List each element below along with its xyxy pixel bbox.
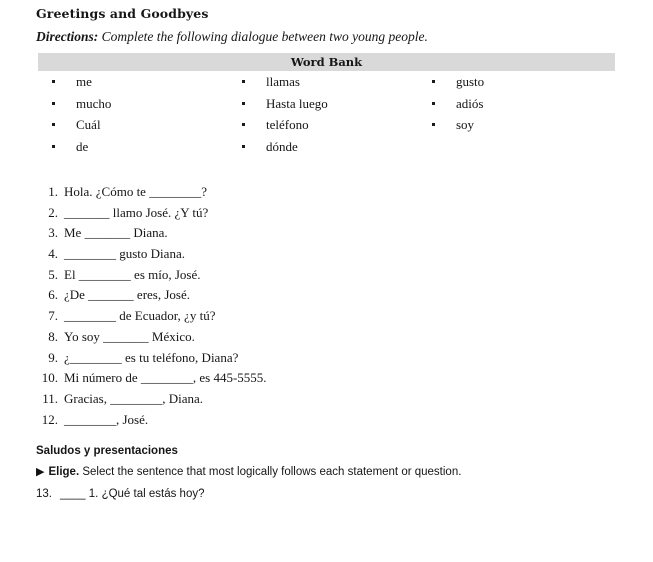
word-bank-item <box>240 93 328 115</box>
bullet-icon <box>432 102 435 105</box>
word-bank-column-2 <box>240 71 328 157</box>
dialogue-item <box>36 182 456 203</box>
dialogue-list <box>36 182 456 430</box>
dialogue-item <box>36 265 456 286</box>
section-heading-saludos: Saludos y presentaciones <box>36 445 178 457</box>
word-bank-item-label: me <box>76 74 92 89</box>
dialogue-item <box>36 244 456 265</box>
dialogue-item-text: Gracias, ________, Diana. <box>64 390 203 406</box>
bullet-icon <box>242 102 245 105</box>
bullet-icon <box>52 145 55 148</box>
dialogue-item-text: Hola. ¿Cómo te ________? <box>64 184 207 199</box>
dialogue-item <box>36 389 456 410</box>
dialogue-item-number: 1. <box>48 184 58 199</box>
dialogue-item <box>36 285 456 306</box>
word-bank-item-label: Hasta luego <box>266 95 328 111</box>
word-bank-item <box>430 93 484 115</box>
word-bank-item <box>50 71 111 93</box>
dialogue-item-number: 5. <box>48 266 58 282</box>
word-bank-item-label: llamas <box>266 74 300 89</box>
bullet-icon <box>432 80 435 83</box>
dialogue-item-number: 6. <box>48 287 58 303</box>
word-bank-item-label: soy <box>456 117 475 132</box>
word-bank-item <box>240 114 328 136</box>
dialogue-item-text: Mi número de ________, es 445-5555. <box>64 370 267 386</box>
directions-text: Complete the following dialogue between two young people. <box>98 29 428 44</box>
word-bank-item <box>240 71 328 93</box>
bullet-icon <box>242 145 245 148</box>
dialogue-item-number: 11. <box>42 390 58 406</box>
bullet-icon <box>52 80 55 83</box>
dialogue-item-text: ________ de Ecuador, ¿y tú? <box>64 308 216 324</box>
dialogue-item <box>36 223 456 244</box>
dialogue-item-text: ¿________ es tu teléfono, Diana? <box>64 349 239 365</box>
dialogue-item <box>36 410 456 431</box>
dialogue-item-text: Yo soy _______ México. <box>64 328 195 344</box>
word-bank-item-label: gusto <box>456 74 485 89</box>
dialogue-item-text: ________, José. <box>64 411 149 427</box>
dialogue-item-text: El ________ es mío, José. <box>64 266 201 282</box>
word-bank-item-label: Cuál <box>76 117 101 132</box>
dialogue-item-number: 4. <box>48 246 58 262</box>
word-bank-item <box>50 114 111 136</box>
directions-label: Directions: <box>36 29 99 44</box>
dialogue-item-number: 3. <box>48 225 58 241</box>
elige-label: Elige. <box>48 466 80 478</box>
dialogue-item <box>36 368 456 389</box>
dialogue-item-number: 2. <box>48 204 58 220</box>
word-bank-item-label: mucho <box>76 95 112 111</box>
dialogue-item-number: 7. <box>48 308 58 324</box>
word-bank-column-1 <box>50 71 111 157</box>
dialogue-item-number: 9. <box>48 349 58 365</box>
question-number: 13. <box>36 488 52 500</box>
question-item-13 <box>36 488 204 500</box>
dialogue-item <box>36 306 456 327</box>
directions-line <box>36 29 428 45</box>
page-title: Greetings and Goodbyes <box>36 6 209 21</box>
dialogue-item-text: _______ llamo José. ¿Y tú? <box>64 204 209 220</box>
word-bank-columns <box>38 71 615 159</box>
dialogue-item-text: ¿De _______ eres, José. <box>64 287 190 303</box>
word-bank-item <box>430 71 484 93</box>
bullet-icon <box>52 123 55 126</box>
dialogue-item <box>36 203 456 224</box>
word-bank-item-label: teléfono <box>266 117 309 132</box>
bullet-icon <box>432 123 435 126</box>
question-text: ____ 1. ¿Qué tal estás hoy? <box>60 488 205 500</box>
dialogue-item-number: 10. <box>41 370 58 386</box>
dialogue-item-number: 12. <box>41 411 58 427</box>
word-bank-item <box>240 136 328 158</box>
word-bank-header: Word Bank <box>38 53 615 71</box>
triangle-bullet-icon: ▶ <box>36 466 45 478</box>
word-bank-item <box>430 114 484 136</box>
dialogue-item-number: 8. <box>48 328 58 344</box>
word-bank-item-label: de <box>76 138 89 154</box>
word-bank <box>38 53 615 159</box>
elige-instruction-line <box>36 466 461 478</box>
word-bank-item <box>50 93 111 115</box>
dialogue-item-text: ________ gusto Diana. <box>64 246 185 262</box>
word-bank-item-label: adiós <box>456 95 484 111</box>
dialogue-item <box>36 348 456 369</box>
elige-instruction-text: Select the sentence that most logically follows each statement or question. <box>79 466 462 478</box>
word-bank-column-3 <box>430 71 484 136</box>
bullet-icon <box>52 102 55 105</box>
bullet-icon <box>242 123 245 126</box>
word-bank-item <box>50 136 111 158</box>
dialogue-item <box>36 327 456 348</box>
word-bank-item-label: dónde <box>266 138 298 154</box>
dialogue-item-text: Me _______ Diana. <box>64 225 168 241</box>
bullet-icon <box>242 80 245 83</box>
